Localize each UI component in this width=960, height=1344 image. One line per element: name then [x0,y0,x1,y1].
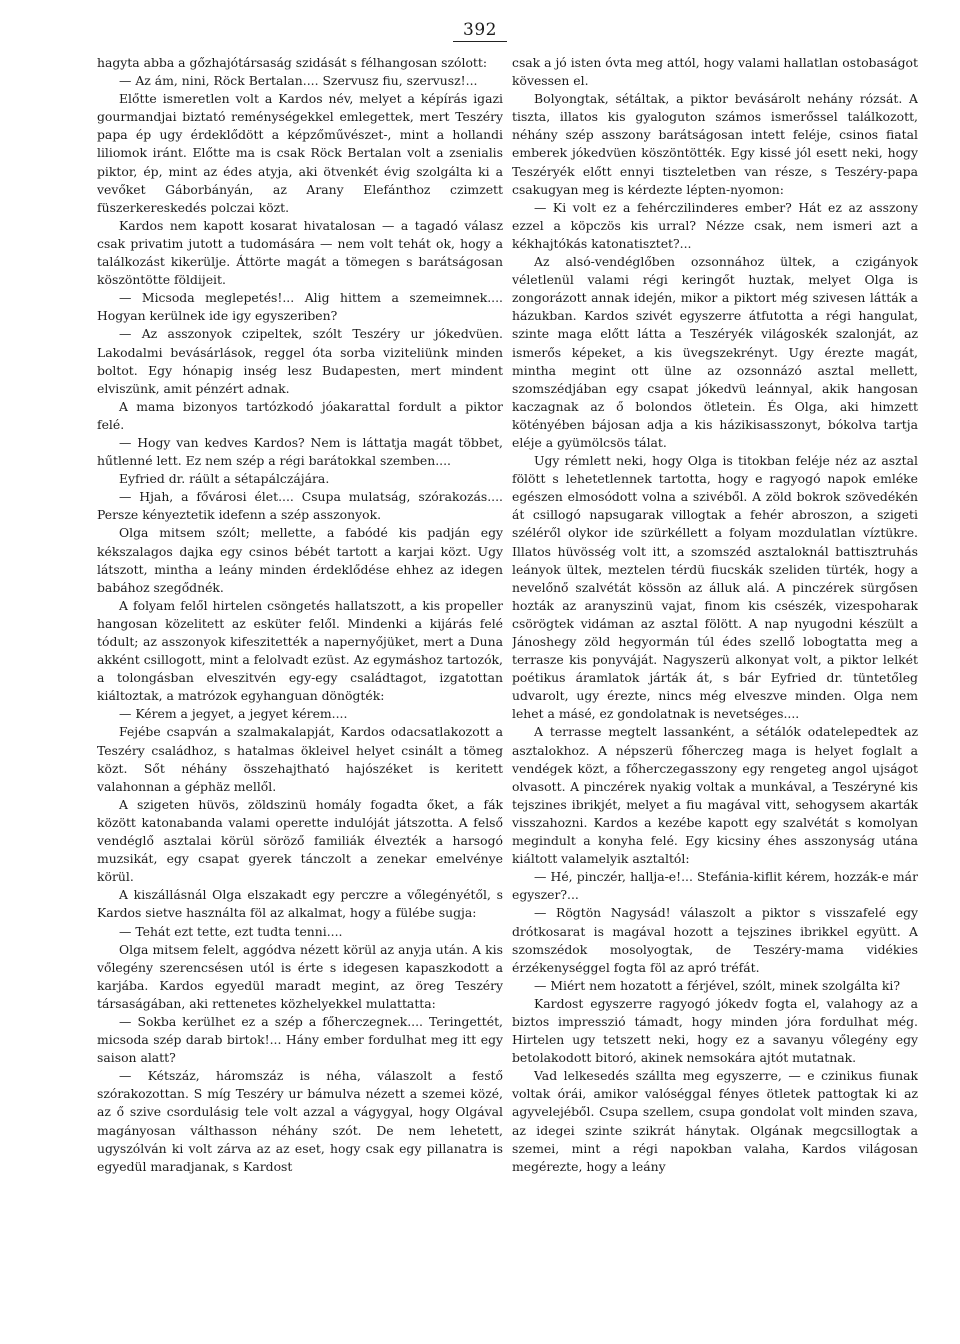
paragraph: Olga mitsem szólt; mellette, a fabódé kis padján egy kékszalagos dajka egy csinos bébét tartott a karjai közt. Ugy látszott, mintha a leány minden érdeklődése ehhez az idegen babához szegődnék. [97,525,503,595]
paragraph: A szigeten hüvös, zöldszinü homály fogadta őket, a fák között katonabanda valami operette indulóját játszotta. A felső vendéglő asztalai körül söröző familiák élvezték a harsogó muzsikát, egy csapat gyerek tánczolt a zenekar emelvénye körül. [97,796,503,885]
paragraph: — Az asszonyok czipeltek, szólt Teszéry ur jókedvüen. Lakodalmi bevásárlások, reggel óta sorba viziteliünk minden boltot. Egy hónapig inség lesz Budapesten, mert mindent elviszünk, amit pénzért adnak. [97,326,503,396]
paragraph: A folyam felől hirtelen csöngetés hallatszott, a kis propeller hangosan közelitett az esküter felől. Mindenki a kijárás felé tódult; az asszonyok kifeszitették a napernyőjüket, mert a Duna akként csillogott, mint a felolvadt ezüst. Az egymáshoz tartozók, a tolongásban elveszitvén egy-egy családtagot, izgatottan kiáltoztak, a matrózok egyhanguan dönögték: [97,597,503,704]
paragraph: — Az ám, nini, Röck Bertalan.... Szervusz fiu, szervusz!... [119,73,478,89]
paragraph: — Kérem a jegyet, a jegyet kérem.... [119,706,348,722]
paragraph: — Kétszáz, háromszáz is néha, válaszolt a festő szórakozottan. S míg Teszéry ur bámulva nézett a szemei közé, az ő szive csordulásig tele volt azzal a vágygyal, hogy Olgával magányosan válthasson néhány szót. De nem lehetett, ugyszólván ki volt zárva az az eset, hogy csak egy pillanatra is egyedül maradjanak, s Kardost [97,1068,503,1174]
paragraph: A terrasse megtelt lassanként, a sétálók odatelepedtek az asztalokhoz. A népszerü főherczeg maga is helyet foglalt a vendégek közt, a főherczegasszony egy rengeteg angol ujságot olvasott. A pinczérek nyakig voltak a munkával, a Teszéryné kis tejszines ibrikjét, melyet a fiu magával vitt, sehogysem akarták visszahozni. Kardos a kezébe kapott egy szalvétát s komolyan megindult a konyha felé. Egy kicsiny éhes asszonyság utána kiáltott valamelyik asztaltól: [512,724,918,867]
paragraph: — Hé, pinczér, hallja-e!... Stefánia-kiflit kérem, hozzák-e már egyszer?... [512,869,918,903]
paragraph: Előtte ismeretlen volt a Kardos név, melyet a képírás igazi gourmandjai biztató reménységekkel emlegettek, mert Teszéry papa ép ugy érdeklődött a képzőművészet-, mint a hollandi liliomok iránt. Előtte ma is csak Röck Bertalan volt a zsenialis piktor, ép, mint az édes atyja, aki ötvenkét évig szolgálta ki a vevőket Gáborbányán, az Arany Elefánthoz czimzett füszerkereskedés polczai közt. [97,91,503,215]
paragraph: — Miért nem hozatott a férjével, szólt, minek szolgálta ki? [534,977,901,993]
paragraph: — Micsoda meglepetés!... Alig hittem a szemeimnek.... Hogyan kerülnek ide igy egyszeriben? [97,290,503,324]
paragraph: — Rögtön Nagysád! válaszolt a piktor s visszafelé egy drótkosarat is magával hozott a tejszines ibrikkel együtt. A szomszédok mosolyogtak, de Teszéry-mama vidékies érzékenységgel fogta föl az apró tréfát. [512,905,918,975]
paragraph: Olga mitsem felelt, aggódva nézett körül az anyja után. A kis vőlegény szerencsésen utól is érte s idegesen kapaszkodott a karjába. Kardos egyedül maradt megint, az öreg Teszéry társaságában, aki rettenetes közhelyekkel mulattatta: [97,941,503,1011]
paragraph: csak a jó isten óvta meg attól, hogy valami hallatlan ostobaságot kövessen el. [512,55,918,89]
paragraph: Kardos nem kapott kosarat hivatalosan — a tagadó válasz csak privatim jutott a tudomására — nem volt tehát ok, hogy a találkozást kikerülje. Áttörte magát a tömegen s barátságosan köszöntötte földijeit. [97,217,503,288]
page-number-text: 392 [453,20,507,42]
paragraph: Bolyongtak, sétáltak, a piktor bevásárolt nehány rózsát. A tiszta, illatos kis gyaloguton számos ismerőssel találkozott, néhány szép asszony barátságosan intett feléje, csinos fiatal emberek jókedvüen köszöntötték. Egy kissé jól esett neki, hogy Teszéryék előtt ennyi tiszteletben van része, s Teszéry-papa csakugyan meg is kérdezte lépten-nyomon: [512,91,918,197]
paragraph: Kardost egyszerre ragyogó jókedv fogta el, valahogy az a biztos impresszió támadt, hogy minden jóra fordulhat még. Hirtelen ugy tetszett neki, hogy ez a savanyu vőlegény egy betolakodott bitoró, akinek nemsokára ajtót mutatnak. [512,995,918,1066]
paragraph: Az alsó-vendéglőben ozsonnához ültek, a czigányok véletlenül valami régi keringőt huztak, melyet Olga is zongorázott annak idején, mikor a piktort még szivesen látták a házukban. Kardos szivét egyszerre átfutotta a régi hangulat, szinte maga előtt látta a Teszéryék világoskék szalonját, az ismerős képeket, a kis üvegszekrényt. Ugy érezte magát, mintha megint ott ülne az ozsonnázó asztal mellett, szomszédjában egy csapat jókedvü leánnyal, akik hangosan kaczagnak az ő bolondos ötletein. És Olga, aki himzett kötényében bájosan adja a kis házikisasszonyt, bókolva tartja eléje a gyümölcsös tálat. [512,254,918,450]
paragraph: Vad lelkesedés szállta meg egyszerre, — e czinikus fiunak voltak órái, amikor valóséggal fényes ötletek pattogtak ki az agyvelejéből. Csupa szellem, csupa gondolat volt minden szava, az idegei szinte szikrát hánytak. Olgának megcsillogtak a szemei, mint a régi napokban valaha, Kardos világosan megérezte, hogy a leány [512,1068,918,1174]
paragraph: A mama bizonyos tartózkodó jóakarattal fordult a piktor felé. [97,398,503,432]
paragraph: — Sokba kerülhet ez a szép a főherczegnek.... Teringettét, micsoda szép darab birtok!... Hány ember fordulhat meg itt egy saison alatt? [97,1013,503,1066]
paragraph: — Tehát ezt tette, ezt tudta tenni.... [119,923,343,939]
paragraph: Eyfried dr. ráült a sétapálczájára. [119,471,330,487]
left-text-column [97,54,503,1324]
paragraph: — Hjah, a fővárosi élet.... Csupa mulatság, szórakozás.... Persze kényeztetik idefenn a szép asszonyok. [97,489,503,523]
paragraph: — Ki volt ez a fehérczilinderes ember? Hát ez az asszony ezzel a köpczös kis urral? Nézze csak, nem ismeri azt a kékhajtókás katonatisztet?... [512,199,918,251]
paragraph: — Hogy van kedves Kardos? Nem is láttatja magát többet, hűtlenné lett. Ez nem szép a régi barátokkal szemben.... [97,434,503,469]
paragraph: A kiszállásnál Olga elszakadt egy perczre a vőlegényétől, s Kardos sietve használta föl az alkalmat, hogy a fülébe sugja: [97,887,503,921]
paragraph: hagyta abba a gőzhajótársaság szidását s félhangosan szólott: [97,55,488,70]
page-number [0,20,960,40]
paragraph: Fejébe csapván a szalmakalapját, Kardos odacsatlakozott a Teszéry családhoz, s hatalmas ökleivel helyet csinált a tömeg közt. Sőt néhány összehajtható hajószéket is keritett valahonnan a géphäz mellől. [97,724,503,794]
paragraph: Ugy rémlett neki, hogy Olga is titokban feléje néz az asztal fölött s lehetetlennek tartotta, hogy e ragyogó napok emléke egészen elmosódott volna a szivéből. A zöld bokrok szövedékén át csillogó napsugarak villogtak a fehér abroszon, a szigeti széléről olykor ide szürkéllett a folyam mozdulatlan víztükre. Illatos hüvösség volt itt, a szomszéd asztaloknál battisztruhás leányok ültek, meztelen térdü fiucskák szeliden türték, hogy a nevelőnő szalvétát kössön az álluk alá. A pinczérek sürgősen hozták az aranyszinü vajat, finom kis csészék, vizespoharak csörögtek vidáman az asztal fölött. A nap nyugodni készült a Jánoshegy zöld hegyormán túl édes szellő lobogtatta meg a terrasze kis ponyváját. Nagyszerü alkonyat volt, a piktor lelkét poétikus áramlatok járták át, s bár Eyfried dr. tüntetőleg udvarolt, ugy érezte, nincs még elveszve minden. Olga nem lehet a másé, ez gondolatnak is nevetséges.... [512,453,918,722]
right-text-column [512,54,918,1324]
